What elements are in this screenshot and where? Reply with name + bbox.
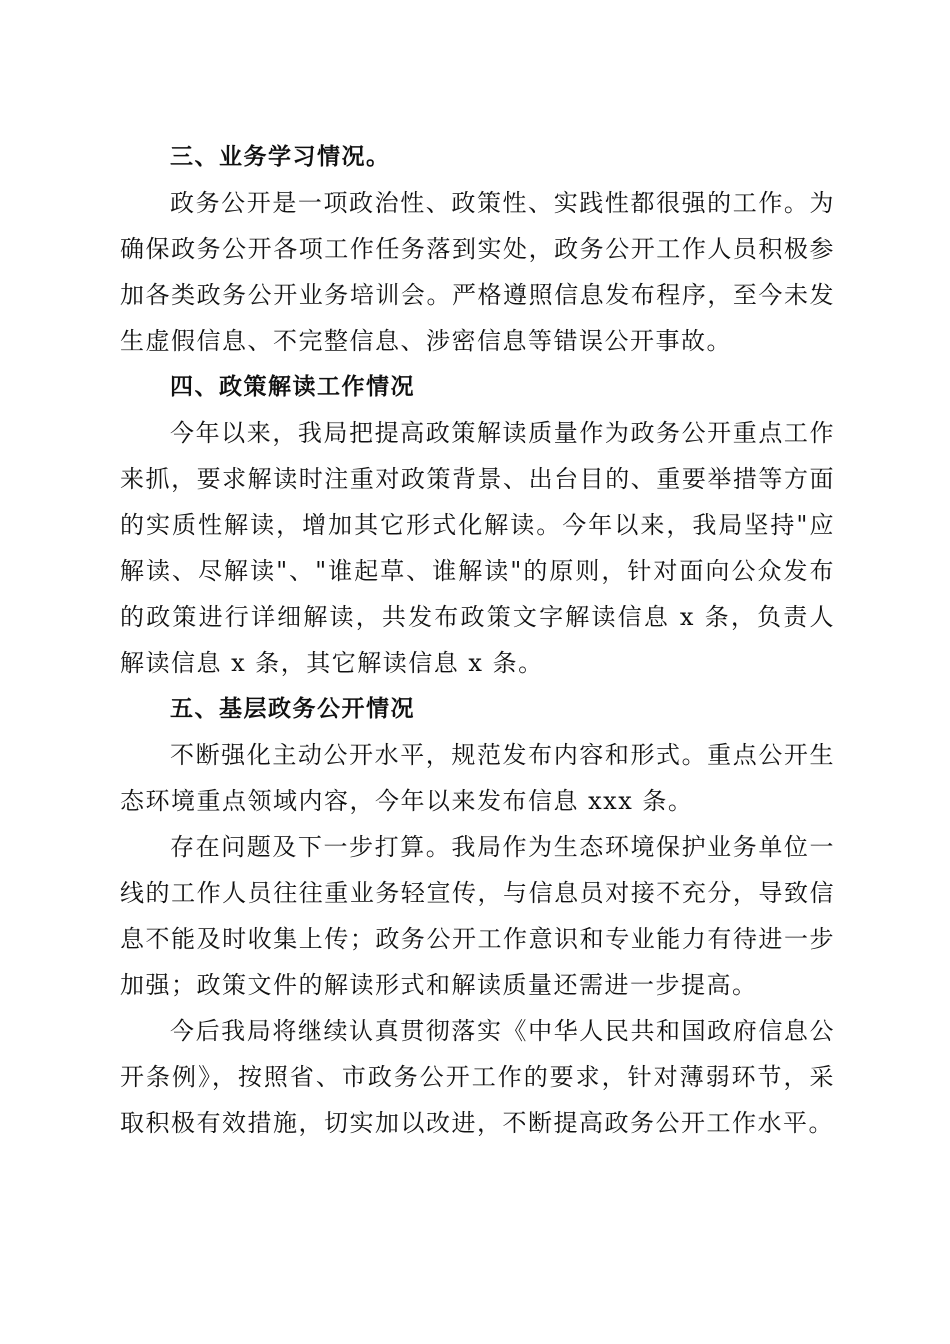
paragraph-policy-interpretation: 今年以来，我局把提高政策解读质量作为政务公开重点工作来抓，要求解读时注重对政策背景、出台目的、重要举措等方面的实质性解读，增加其它形式化解读。今年以来，我局坚持"应解读、尽解读"、"谁起草、谁解读"的原则，针对面向公众发布的政策进行详细解读，共发布政策文字解读信息 x 条，负责人解读信息 x 条，其它解读信息 x 条。	[120, 419, 835, 677]
section-heading-policy-interpretation: 四、政策解读工作情况	[170, 374, 415, 400]
paragraph-problems-plans: 存在问题及下一步打算。我局作为生态环境保护业务单位一线的工作人员往往重业务轻宣传，与信息员对接不充分，导致信息不能及时收集上传；政务公开工作意识和专业能力有待进一步加强；政策文件的解读形式和解读质量还需进一步提高。	[120, 833, 835, 999]
section-heading-grassroots: 五、基层政务公开情况	[170, 696, 415, 722]
paragraph-future-work: 今后我局将继续认真贯彻落实《中华人民共和国政府信息公开条例》，按照省、市政务公开工作的要求，针对薄弱环节，采取积极有效措施，切实加以改进，不断提高政务公开工作水平。	[120, 1017, 835, 1137]
document-body	[120, 134, 835, 1146]
paragraph-grassroots: 不断强化主动公开水平，规范发布内容和形式。重点公开生态环境重点领域内容，今年以来发布信息 xxx 条。	[120, 741, 835, 815]
paragraph-study: 政务公开是一项政治性、政策性、实践性都很强的工作。为确保政务公开各项工作任务落到实处，政务公开工作人员积极参加各类政务公开业务培训会。严格遵照信息发布程序，至今未发生虚假信息、不完整信息、涉密信息等错误公开事故。	[120, 189, 835, 355]
section-heading-study: 三、业务学习情况。	[170, 144, 391, 170]
